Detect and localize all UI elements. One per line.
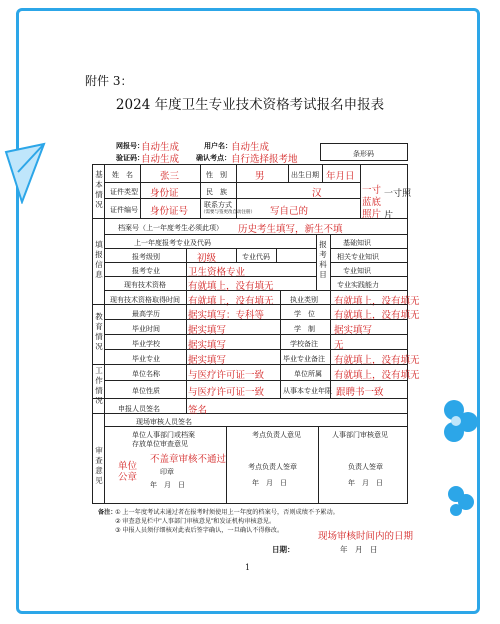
- time-label: 现有技术资格取得时间: [110, 297, 180, 304]
- site-date: 年 月 日: [252, 480, 287, 487]
- gender-label: 性 别: [206, 172, 227, 179]
- photo-label-1: 一寸照: [384, 188, 412, 198]
- school-note-label: 学校备注: [290, 341, 318, 348]
- annex-label: 附件 3：: [85, 74, 133, 88]
- archive-value: 历史考生填写，新生不填: [238, 224, 343, 235]
- loc-label: 单位所属: [294, 371, 322, 378]
- note-2: ② 审查意见栏中"人事部门审核意见"和发证机构审核意见。: [115, 518, 276, 525]
- photo-value-2: 蓝底: [362, 197, 382, 208]
- hr-date: 年 月 日: [348, 480, 383, 487]
- xuewei-label: 学 位: [294, 311, 315, 318]
- applicant-value: 签名: [188, 405, 208, 416]
- code-label: 验证码：: [116, 155, 144, 162]
- contact-value: 写自己的: [270, 206, 309, 217]
- last-label: 上一年度报考专业及代码: [134, 240, 211, 247]
- unit-seal-2: 公章: [118, 472, 138, 483]
- section-review: 审查意见: [95, 446, 103, 485]
- practice-type-label: 执业类别: [290, 297, 318, 304]
- subject-3: 专业知识: [343, 268, 371, 275]
- flower-icon: [440, 400, 480, 444]
- hr-sign-label: 负责人签章: [348, 464, 383, 471]
- gmajor-value: 据实填写: [188, 355, 227, 366]
- subject-2: 相关专业知识: [337, 254, 379, 261]
- time-value: 有就填上，没有填无: [188, 296, 274, 307]
- school-note-value: 无: [334, 340, 344, 351]
- section-subject: 报考科目: [319, 240, 327, 279]
- site-date-note: 现场审核时间内的日期: [318, 531, 414, 542]
- title-label: 现有技术资格: [124, 282, 166, 289]
- photo-value-3: 照片: [362, 209, 382, 220]
- level-label: 报考级别: [132, 254, 160, 261]
- form-title: 2024 年度卫生专业技术资格考试报名申报表: [115, 97, 385, 113]
- photo-value-1: 一寸: [362, 185, 382, 196]
- birth-value: 年月日: [326, 171, 355, 182]
- subject-1: 基础知识: [343, 240, 371, 247]
- notes-label: 备注：: [98, 509, 117, 516]
- years-label: 从事本专业年限: [283, 388, 332, 395]
- system-value: 据实填写: [334, 325, 373, 336]
- unit-seal-1: 单位: [118, 461, 138, 472]
- unit-review-note: 不盖章审核不通过: [150, 454, 227, 465]
- practice-type-value: 有就填上，没有填无: [334, 296, 420, 307]
- note-3: ③ 申报人员须仔细核对此表后签字确认，一旦确认不得修改。: [115, 527, 284, 534]
- user-label: 用户名：: [204, 143, 232, 150]
- paper-plane-icon: [4, 142, 46, 204]
- idno-value: 身份证号: [150, 206, 189, 217]
- grad-time-label: 毕业时间: [132, 326, 160, 333]
- idtype-value: 身份证: [150, 188, 179, 199]
- section-work: 工作情况: [95, 366, 103, 405]
- loc-value: 有就填上，没有填无: [334, 370, 420, 381]
- same-major-value: 有就填上，没有填无: [334, 355, 420, 366]
- unit-value: 与医疗许可证一致: [188, 370, 265, 381]
- staff-label: 现场审核人员签名: [136, 419, 192, 426]
- photo-label-2: 片: [384, 210, 394, 220]
- system-label: 学 制: [294, 326, 315, 333]
- subject-4: 专业实践能力: [337, 282, 379, 289]
- xuewei-value: 有就填上，没有填无: [334, 310, 420, 321]
- reg-no-value: 自动生成: [141, 142, 180, 153]
- grad-time-value: 据实填写: [188, 325, 227, 336]
- archive-label: 档案号（上一年度考生必须此项）: [118, 225, 223, 232]
- major-value: 卫生资格专业: [188, 267, 246, 278]
- unit-date: 年 月 日: [150, 482, 185, 489]
- site-sign-label: 考点负责人签章: [248, 464, 297, 471]
- school-label: 毕业学校: [132, 341, 160, 348]
- ethnic-value: 汉: [312, 188, 322, 199]
- idno-label: 证件编号: [110, 207, 138, 214]
- unit-review-title-1: 单位人事部门或档案: [132, 432, 195, 439]
- school-value: 据实填写: [188, 340, 227, 351]
- page-number: 1: [245, 563, 251, 572]
- major-label: 报考专业: [132, 268, 160, 275]
- gmajor-label: 毕业专业: [132, 356, 160, 363]
- title-value: 有就填上，没有填无: [188, 281, 274, 292]
- years-value: 跟聘书一致: [336, 387, 384, 398]
- idtype-label: 证件类型: [110, 189, 138, 196]
- date-value: 年 月 日: [340, 545, 378, 554]
- level-value: 初级: [197, 253, 217, 264]
- nature-label: 单位性质: [132, 388, 160, 395]
- section-basic: 基本情况: [95, 170, 103, 209]
- name-value: 张三: [160, 171, 180, 182]
- site-label: 确认考点：: [196, 155, 231, 162]
- applicant-label: 申报人员签名: [118, 406, 160, 413]
- ethnic-label: 民 族: [206, 189, 227, 196]
- gender-value: 男: [255, 171, 265, 182]
- note-1: ① 上一年度考试未通过者在报考时须使用上一年度的档案号，否则成绩不予累动。: [115, 509, 339, 516]
- unit-label: 单位名称: [132, 371, 160, 378]
- code-value: 自动生成: [141, 154, 180, 165]
- hr-review-title: 人事部门审核意见: [332, 432, 388, 439]
- unit-review-title-2: 存放单位审查意见: [132, 441, 188, 448]
- site-value: 自行选择报考地: [231, 154, 298, 165]
- date-label: 日期：: [272, 545, 295, 554]
- unit-seal-label: 印章: [160, 469, 174, 476]
- section-apply: 填报信息: [95, 240, 103, 279]
- section-edu: 教育情况: [95, 312, 103, 351]
- barcode-label: 条形码: [353, 151, 374, 158]
- birth-label: 出生日期: [291, 172, 319, 179]
- same-major-label: 毕业专业备注: [283, 356, 325, 363]
- contact-note: （需要与签更改自动注册）: [201, 209, 255, 214]
- degree-label: 最高学历: [132, 311, 160, 318]
- code-label-2: 专业代码: [242, 254, 270, 261]
- site-review-title: 考点负责人意见: [252, 432, 301, 439]
- user-value: 自动生成: [231, 142, 270, 153]
- degree-value: 据实填写：专科等: [188, 310, 265, 321]
- name-label: 姓 名: [112, 172, 133, 179]
- reg-no-label: 网报号：: [116, 143, 144, 150]
- flower-icon: [446, 486, 476, 516]
- contact-label: 联系方式: [204, 202, 232, 209]
- unit-loc-value: 与医疗许可证一致: [188, 387, 265, 398]
